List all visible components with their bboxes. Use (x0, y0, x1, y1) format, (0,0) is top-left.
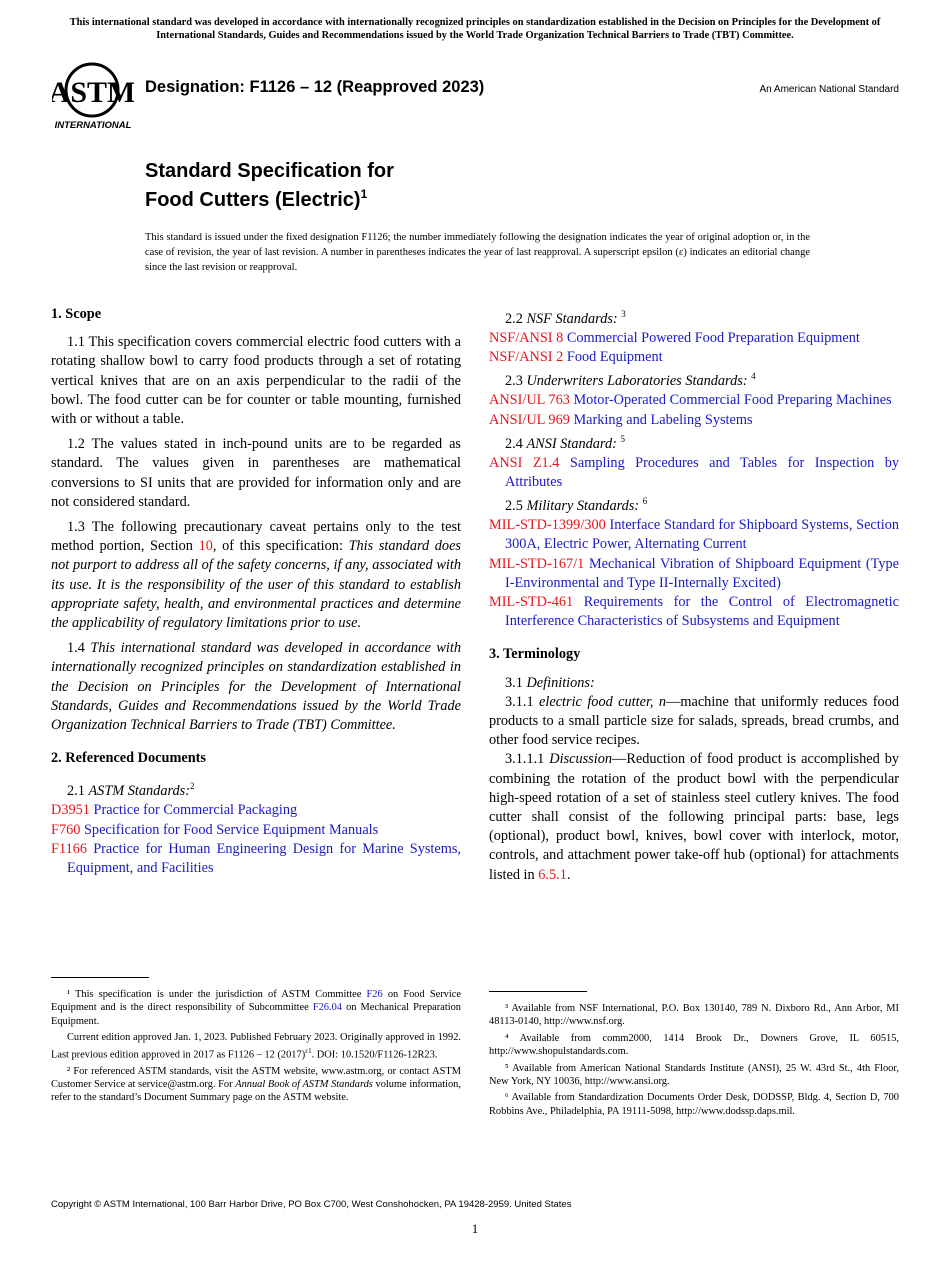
logo-subtext: INTERNATIONAL (54, 120, 132, 131)
footnotes-right (489, 1002, 899, 1118)
ref-item[interactable] (489, 348, 899, 367)
ref-code: D3951 (51, 802, 90, 819)
ref-code: ANSI Z1.4 (489, 454, 560, 471)
footnote-divider-left (51, 977, 149, 978)
footnote-6: ⁶ Available from Standardization Documents Order Desk, DODSSP, Bldg. 4, Section D, 700 Robbins Ave., Philadelphia, PA 19111-5098, http://www.dodssp.daps.mil. (489, 1092, 899, 1117)
footnote-1-edition: Current edition approved Jan. 1, 2023. Published February 2023. Originally approved in 1992. Last previous edition approved in 2017 as F1126 – 12 $(2017)^{\varepsilon 1}$. DOI: 10.1520/F1126-12R23. (51, 1032, 461, 1061)
military-standards-subheading: 2.5 Military Standards: $^6$ (505, 496, 648, 514)
discussion-3-1-1-1: 3.1.1.1 Discussion—Reduction of food product is accomplished by combining the rotation of the product bowl with the perpendicular high-speed rotation of a set of stainless steel cutlery knives. The food cutter shall consist of the following principal parts: base, legs (optional), product bowl, knives, bowl cover with interlock, motor, controls, and attachment power take-off hub (optional) for attachments listed in 6.5.1. (489, 751, 900, 883)
title-line-2: Food Cutters (Electric) (145, 189, 361, 211)
ref-title: Interface Standard for Shipboard Systems, Section 300A, Electric Power, Alternating Current (505, 517, 900, 553)
footnote-5: ⁵ Available from American National Standards Institute (ANSI), 25 W. 43rd St., 4th Floor, New York, NY 10036, http://www.ansi.org. (489, 1062, 899, 1088)
right-column (489, 305, 899, 891)
page-title (145, 160, 394, 212)
section-6-5-1-link[interactable]: 6.5.1 (538, 866, 567, 883)
ref-item[interactable] (51, 840, 461, 878)
ref-title: Food Equipment (566, 349, 663, 366)
section-10-link[interactable]: 10 (198, 538, 213, 555)
ref-code: F760 (51, 821, 81, 838)
referenced-documents-heading: 2. Referenced Documents (51, 750, 206, 767)
ul-standards-subheading: 2.3 Underwriters Laboratories Standards: $^4$ (505, 371, 756, 390)
ref-title: Marking and Labeling Systems (573, 411, 753, 428)
ref-code: MIL-STD-1399/300 (489, 517, 606, 534)
f26-link[interactable]: F26 (366, 989, 383, 1000)
footnote-3: ³ Available from NSF International, P.O. Box 130140, 789 N. Dixboro Rd., Ann Arbor, MI 48113-0140, http://www.nsf.org. (489, 1003, 899, 1028)
copyright: Copyright © ASTM International, 100 Barr Harbor Drive, PO Box C700, West Conshohocken, PA 19428-2959. United States (51, 1199, 572, 1210)
left-column (51, 305, 461, 878)
footnote-1: ¹ This specification is under the jurisdiction of ASTM Committee F26 on Food Service Equipment and is the direct responsibility of Subcommittee F26.04 on Mechanical Preparation Equipment. (51, 989, 461, 1027)
scope-1-2: 1.2 The values stated in inch-pound units are to be regarded as standard. The values given in parentheses are mathematical conversions to SI units that are provided for information only and are not considered standard. (51, 436, 461, 510)
ref-code: MIL-STD-461 (489, 593, 574, 610)
page-number: 1 (471, 1221, 479, 1236)
ref-title: Practice for Commercial Packaging (93, 802, 298, 819)
ref-item[interactable] (489, 555, 899, 593)
astm-logo (52, 58, 134, 132)
scope-1-1: 1.1 This specification covers commercial electric food cutters with a rotating shallow bowl to carry food products through a set of rotating vertical knives that are on an axis perpendicular to the radii of the bowl. The food cutter can be for counter or table mounting, furnished with or without a table. (51, 334, 461, 428)
footnotes-left (51, 988, 461, 1105)
ref-code: ANSI/UL 763 (489, 392, 570, 409)
ref-code: MIL-STD-167/1 (489, 555, 585, 572)
scope-heading: 1. Scope (51, 306, 102, 322)
f26-04-link[interactable]: F26.04 (312, 1002, 342, 1014)
scope-1-3: 1.3 The following precautionary caveat pertains only to the test method portion, Section 10, of this specification: This standard does not purport to address all of the safety concerns, if any, associated with its use. It is the responsibility of the user of this standard to establish appropriate safety, health, and environmental practices and determine the applicability of regulatory limitations prior to use. (51, 519, 461, 632)
ref-item[interactable] (51, 801, 461, 820)
ref-code: F1166 (51, 840, 88, 857)
ansi-standard-subheading: 2.4 ANSI Standard: $^5$ (505, 433, 625, 452)
ref-title: Practice for Human Engineering Design for Marine Systems, Equipment, and Facilities (67, 840, 461, 877)
ref-item[interactable] (489, 391, 899, 410)
ref-item[interactable] (51, 821, 461, 840)
footnote-divider-right (489, 991, 587, 992)
ref-title: Mechanical Vibration of Shipboard Equipment (Type I-Environmental and Type II-Internally Excited) (505, 555, 899, 591)
ref-code: ANSI/UL 969 (489, 411, 570, 428)
nsf-standards-subheading: 2.2 NSF Standards: $^3$ (505, 309, 626, 327)
ref-title: Specification for Food Service Equipment Manuals (83, 821, 379, 838)
ref-title: Requirements for the Control of Electromagnetic Interference Characteristics of Subsystems and Equipment (505, 593, 899, 630)
ref-title: Motor-Operated Commercial Food Preparing Machines (573, 392, 892, 409)
ref-item[interactable] (489, 593, 899, 631)
definitions-subheading: 3.1 Definitions: (505, 674, 595, 691)
logo-text: ASTM (52, 76, 134, 109)
ref-item[interactable] (489, 454, 899, 492)
title-line-1: Standard Specification for (145, 160, 394, 182)
ref-title: Commercial Powered Food Preparation Equipment (566, 329, 860, 346)
footnote-4: ⁴ Available from comm2000, 1414 Brook Dr., Downers Grove, IL 60515, http://www.shopulstandards.com. (489, 1032, 899, 1058)
designation: Designation: F1126 – 12 (Reapproved 2023) (145, 78, 485, 96)
intro-note: This standard is issued under the fixed designation F1126; the number immediately following the designation indicates the year of original adoption or, in the case of revision, the year of last revision. A number in parentheses indicates the year of last reapproval. A superscript epsilon (ε) indicates an editorial change since the last revision or reapproval. (145, 232, 810, 273)
astm-ref-list (51, 801, 461, 878)
astm-standards-subheading: 2.1 ASTM Standards:$^2$ (67, 781, 195, 800)
definition-3-1-1: 3.1.1 electric food cutter, n—machine that uniformly reduces food products to a small particle size for salads, spreads, bread crumbs, and other food service recipes. (489, 693, 899, 749)
title-footnote-mark: 1 (360, 187, 368, 201)
footnote-2: ² For referenced ASTM standards, visit the ASTM website, www.astm.org, or contact ASTM Customer Service at service@astm.org. For Annual Book of ASTM Standards volume information, refer to the standard’s Document Summary page on the ASTM website. (51, 1065, 461, 1104)
ref-code: NSF/ANSI 2 (489, 349, 564, 366)
scope-1-4: 1.4 This international standard was developed in accordance with internationally recognized principles on standardization established in the Decision on Principles for the Development of International Standards, Guides and Recommendations issued by the World Trade Organization Technical Barriers to Trade (TBT) Committee. (51, 640, 461, 734)
ref-title: Sampling Procedures and Tables for Inspection by Attributes (505, 454, 900, 490)
terminology-heading: 3. Terminology (489, 646, 581, 663)
ref-item[interactable] (489, 329, 899, 348)
ref-code: NSF/ANSI 8 (489, 329, 564, 346)
national-standard-label: An American National Standard (759, 84, 899, 95)
ref-item[interactable] (489, 411, 899, 430)
top-note: This international standard was developed in accordance with internationally recognized principles on standardization established in the Decision on Principles for the Development of International Standards, Guides and Recommendations issued by the World Trade Organization Technical Barriers to Trade (TBT) Committee. (69, 17, 881, 41)
ref-item[interactable] (489, 516, 899, 554)
